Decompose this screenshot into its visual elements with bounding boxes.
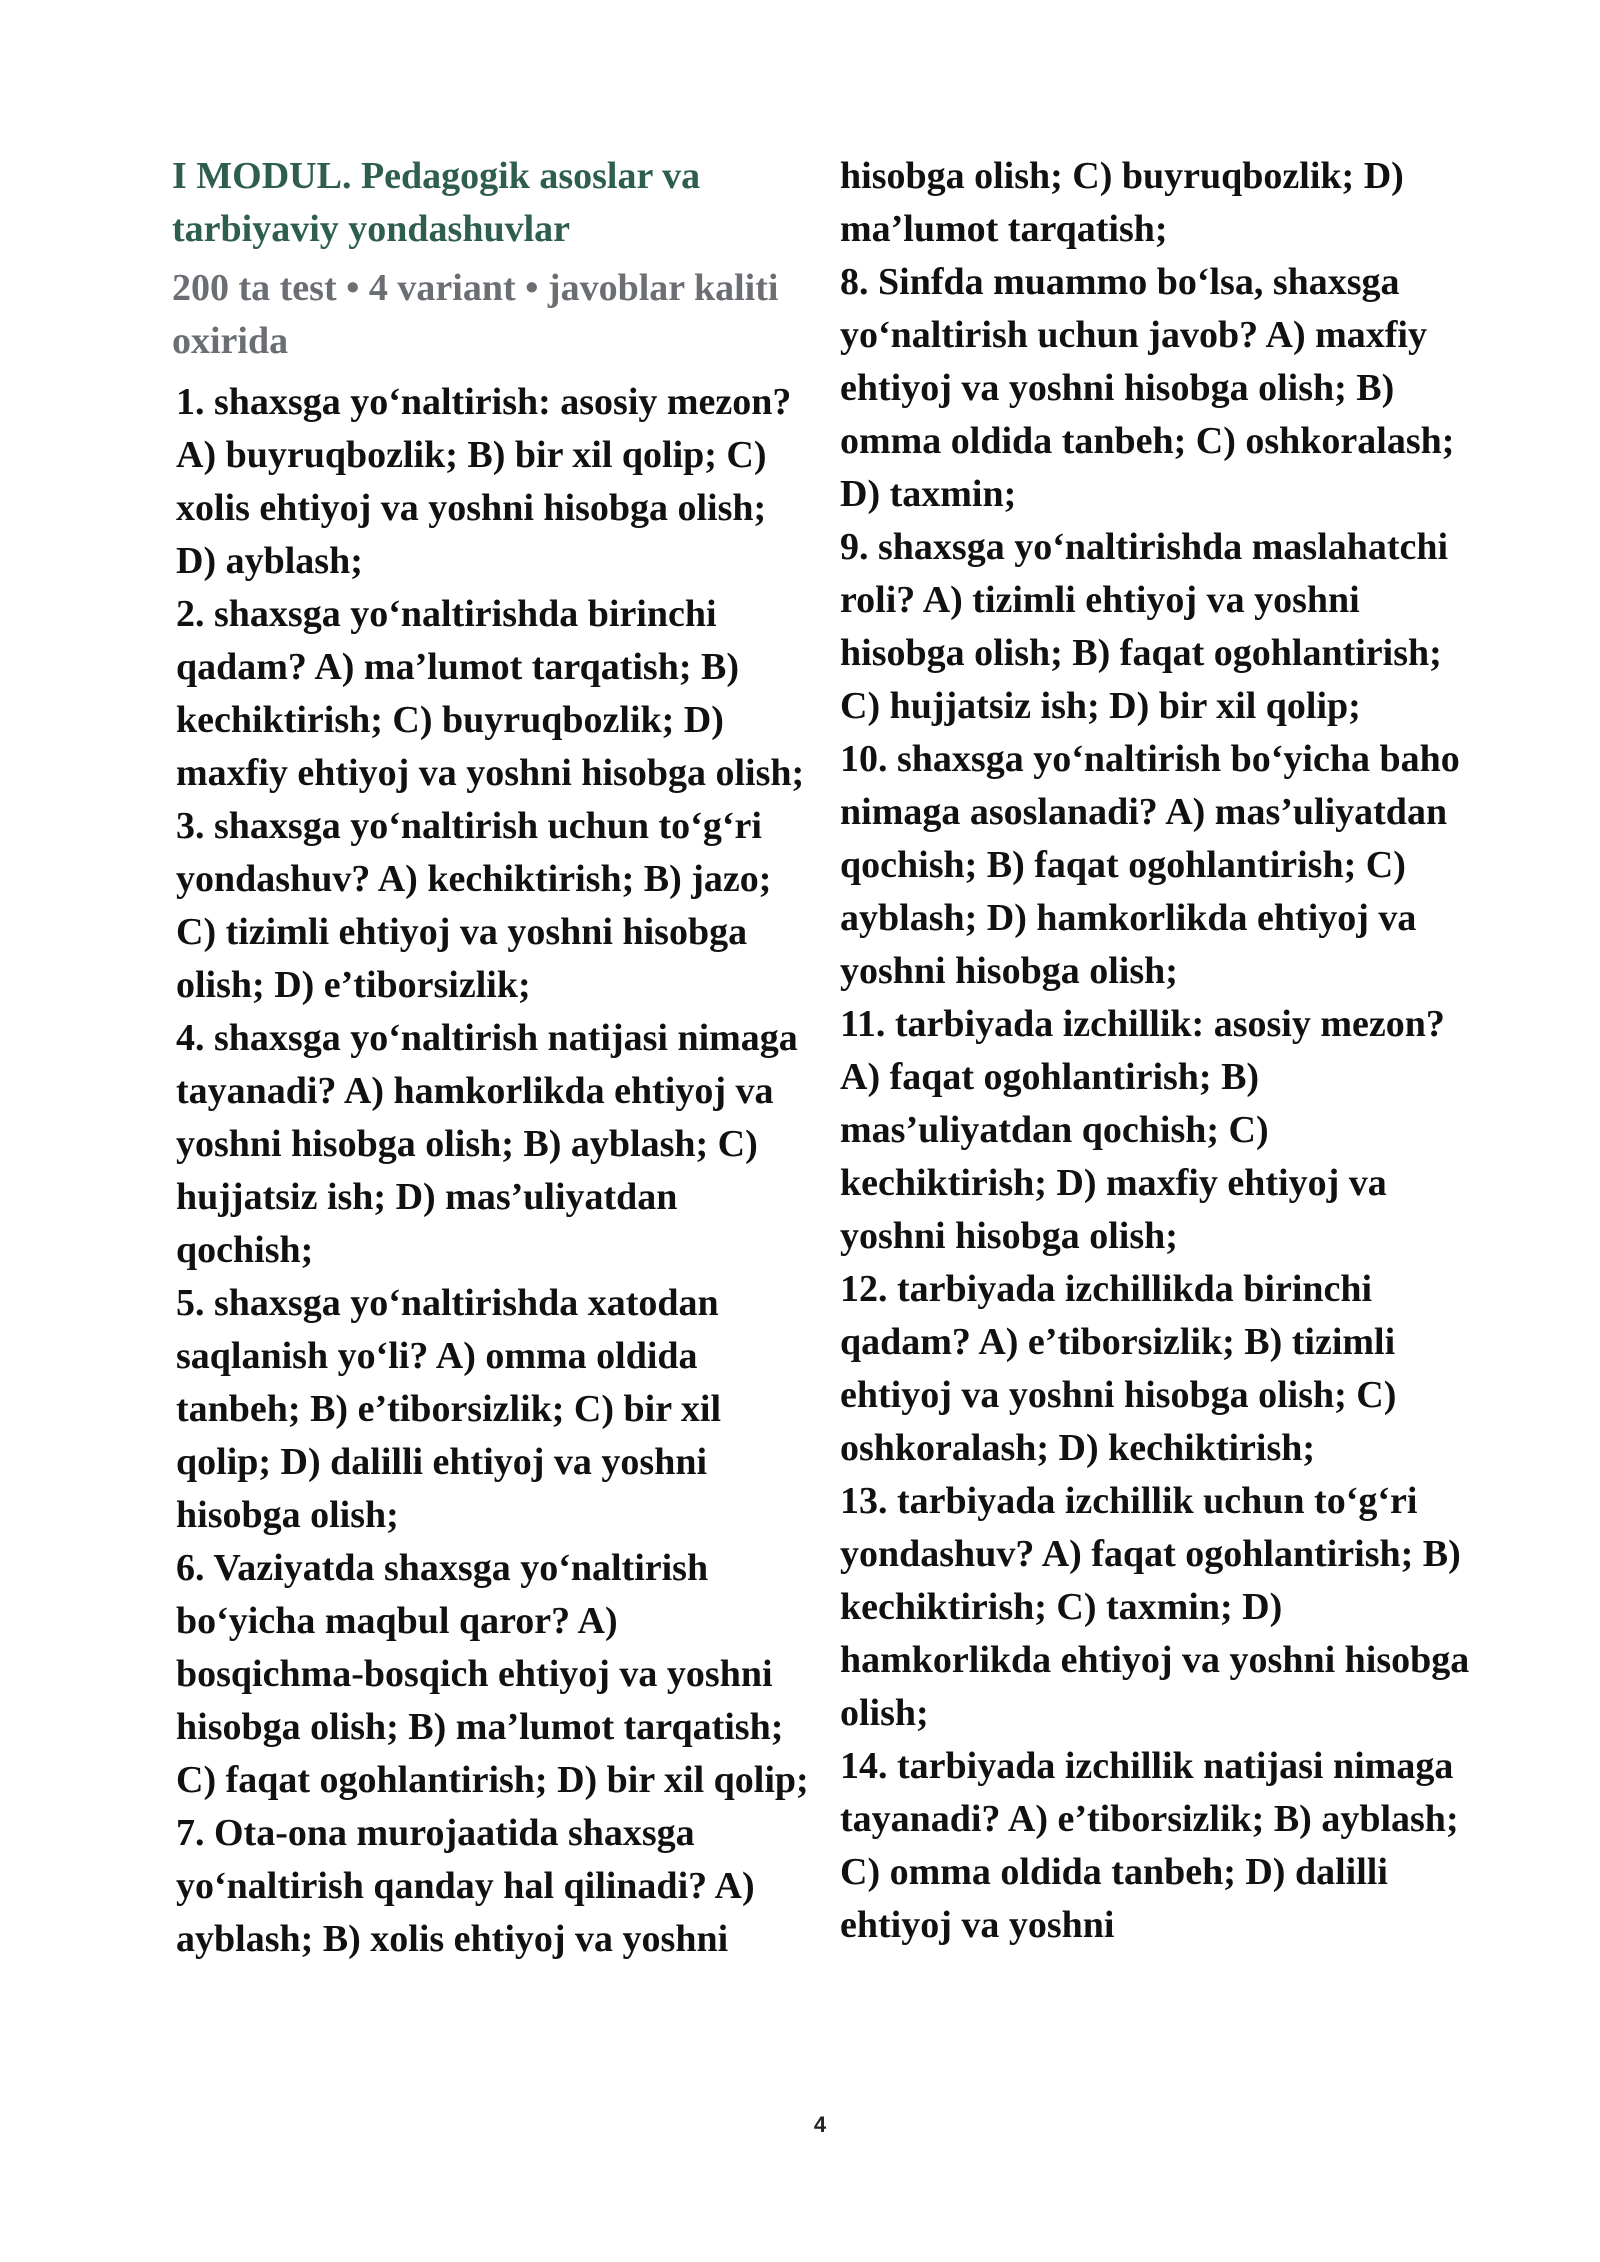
question-7-end: hisobga olish; C) buyruqbozlik; D) ma’lumot tarqatish; xyxy=(840,155,1404,250)
question-6: 6. Vaziyatda shaxsga yo‘naltirish bo‘yicha maqbul qaror? A) bosqichma-bosqich ehtiyoj va yoshni hisobga olish; B) ma’lumot tarqatish; C) faqat ogohlantirish; D) bir xil qolip; xyxy=(176,1547,809,1801)
question-13: 13. tarbiyada izchillik uchun to‘g‘ri yondashuv? A) faqat ogohlantirish; B) kechiktirish; C) taxmin; D) hamkorlikda ehtiyoj va yoshni hisobga olish; xyxy=(840,1480,1470,1734)
question-2: 2. shaxsga yo‘naltirishda birinchi qadam? A) ma’lumot tarqatish; B) kechiktirish; C) buyruqbozlik; D) maxfiy ehtiyoj va yoshni hisobga olish; xyxy=(176,593,805,794)
question-12: 12. tarbiyada izchillikda birinchi qadam? A) e’tiborsizlik; B) tizimli ehtiyoj va yoshni hisobga olish; C) oshkoralash; D) kechiktirish; xyxy=(840,1268,1397,1469)
module-subtitle: 200 ta test • 4 variant • javoblar kaliti oxirida xyxy=(172,267,779,362)
question-4: 4. shaxsga yo‘naltirish natijasi nimaga tayanadi? A) hamkorlikda ehtiyoj va yoshni hisobga olish; B) ayblash; C) hujjatsiz ish; D) mas’uliyatdan qochish; xyxy=(176,1017,798,1271)
page-number: 4 xyxy=(813,2112,827,2137)
question-1: 1. shaxsga yo‘naltirish: asosiy mezon? A) buyruqbozlik; B) bir xil qolip; C) xolis ehtiyoj va yoshni hisobga olish; D) ayblash; xyxy=(176,381,792,582)
question-10: 10. shaxsga yo‘naltirish bo‘yicha baho nimaga asoslanadi? A) mas’uliyatdan qochish; B) faqat ogohlantirish; C) ayblash; D) hamkorlikda ehtiyoj va yoshni hisobga olish; xyxy=(840,738,1460,992)
question-14-start: 14. tarbiyada izchillik natijasi nimaga tayanadi? A) e’tiborsizlik; B) ayblash; C) omma oldida tanbeh; D) dalilli ehtiyoj va yoshni xyxy=(840,1745,1459,1946)
right-column xyxy=(840,150,1480,1952)
question-7-start: 7. Ota-ona murojaatida shaxsga yo‘naltirish qanday hal qilinadi? A) ayblash; B) xolis ehtiyoj va yoshni xyxy=(176,1812,755,1960)
module-title: I MODUL. Pedagogik asoslar va tarbiyaviy yondashuvlar xyxy=(172,155,701,250)
question-8: 8. Sinfda muammo bo‘lsa, shaxsga yo‘naltirish uchun javob? A) maxfiy ehtiyoj va yoshni hisobga olish; B) omma oldida tanbeh; C) oshkoralash; D) taxmin; xyxy=(840,261,1455,515)
question-5: 5. shaxsga yo‘naltirishda xatodan saqlanish yo‘li? A) omma oldida tanbeh; B) e’tiborsizlik; C) bir xil qolip; D) dalilli ehtiyoj va yoshni hisobga olish; xyxy=(176,1282,722,1536)
left-column xyxy=(172,150,812,1966)
question-3: 3. shaxsga yo‘naltirish uchun to‘g‘ri yondashuv? A) kechiktirish; B) jazo; C) tizimli ehtiyoj va yoshni hisobga olish; D) e’tiborsizlik; xyxy=(176,805,772,1006)
question-11: 11. tarbiyada izchillik: asosiy mezon? A) faqat ogohlantirish; B) mas’uliyatdan qochish; C) kechiktirish; D) maxfiy ehtiyoj va yoshni hisobga olish; xyxy=(840,1003,1445,1257)
question-9: 9. shaxsga yo‘naltirishda maslahatchi roli? A) tizimli ehtiyoj va yoshni hisobga olish; B) faqat ogohlantirish; C) hujjatsiz ish; D) bir xil qolip; xyxy=(840,526,1449,727)
